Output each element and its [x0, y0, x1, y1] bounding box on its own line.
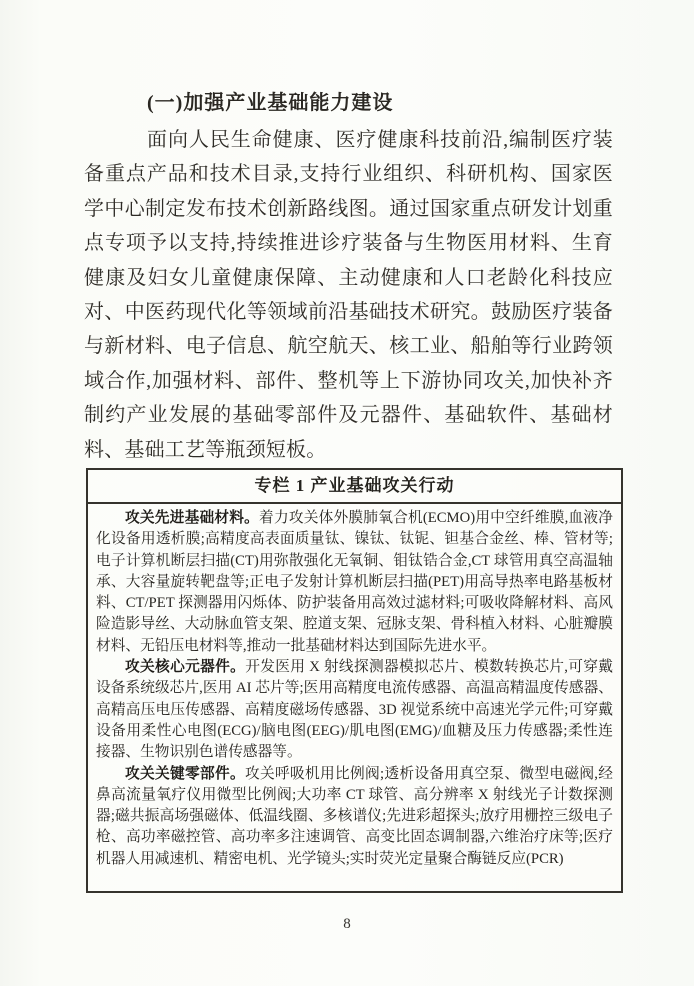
box-paragraph-lead: 攻关关键零部件。: [125, 765, 245, 782]
box-paragraph-key-parts: [96, 764, 613, 870]
section-heading: (一)加强产业基础能力建设: [147, 92, 394, 114]
box-paragraph-text: 着力攻关体外膜肺氧合机(ECMO)用中空纤维膜,血液净化设备用透析膜;高精度高表面质量钛、镍钛、钛铌、钽基合金丝、棒、管材等;电子计算机断层扫描(CT)用弥散强化无氧铜、钼钛锆合金,CT 球管用真空高温轴承、大容量旋转靶盘等;正电子发射计算机断层扫描(PET)用高导热率电路基板材料、CT/PET 探测器用闪烁体、防护装备用高效过滤材料;可吸收降解材料、高风险造影导丝、大动脉血管支架、腔道支架、冠脉支架、骨科植入材料、心脏瓣膜材料、无铅压电材料等,推动一批基础材料达到国际先进水平。: [96, 510, 613, 654]
box-paragraph-text: 攻关呼吸机用比例阀;透析设备用真空泵、微型电磁阀,经鼻高流量氧疗仪用微型比例阀;大功率 CT 球管、高分辨率 X 射线光子计数探测器;磁共振高场强磁体、低温线圈、多核谱仪;先进彩超探头;放疗用栅控三级电子枪、高功率磁控管、高功率多注速调管、高变比固态调制器,六维治疗床等;医疗机器人用减速机、精密电机、光学镜头;实时荧光定量聚合酶链反应(PCR): [96, 765, 613, 867]
box-paragraph-components: [96, 657, 613, 763]
callout-box-title: 专栏 1 产业基础攻关行动: [88, 470, 621, 504]
page-number: 8: [343, 916, 351, 932]
callout-box: [86, 468, 623, 893]
box-paragraph-lead: 攻关核心元器件。: [125, 659, 246, 676]
box-paragraph-materials: [96, 508, 613, 657]
box-paragraph-text: 开发医用 X 射线探测器模拟芯片、模数转换芯片,可穿戴设备系统级芯片,医用 AI 芯片等;医用高精度电流传感器、高温高精温度传感器、高精高压电压传感器、高精度磁场传感器、3D 视觉系统中高速光学元件;可穿戴设备用柔性心电图(ECG)/脑电图(EEG)/肌电图(EMG)/血糖及压力传感器;柔性连接器、生物识别色谱传感器等。: [96, 659, 613, 761]
box-paragraph-lead: 攻关先进基础材料。: [125, 510, 260, 526]
callout-box-body: [88, 504, 621, 874]
body-paragraph: 面向人民生命健康、医疗健康科技前沿,编制医疗装备重点产品和技术目录,支持行业组织、科研机构、国家医学中心制定发布技术创新路线图。通过国家重点研发计划重点专项予以支持,持续推进诊疗装备与生物医用材料、生育健康及妇女儿童健康保障、主动健康和人口老龄化科技应对、中医药现代化等领域前沿基础技术研究。鼓励医疗装备与新材料、电子信息、航空航天、核工业、船舶等行业跨领域合作,加强材料、部件、整机等上下游协同攻关,加快补齐制约产业发展的基础零部件及元器件、基础软件、基础材料、基础工艺等瓶颈短板。: [84, 129, 613, 461]
